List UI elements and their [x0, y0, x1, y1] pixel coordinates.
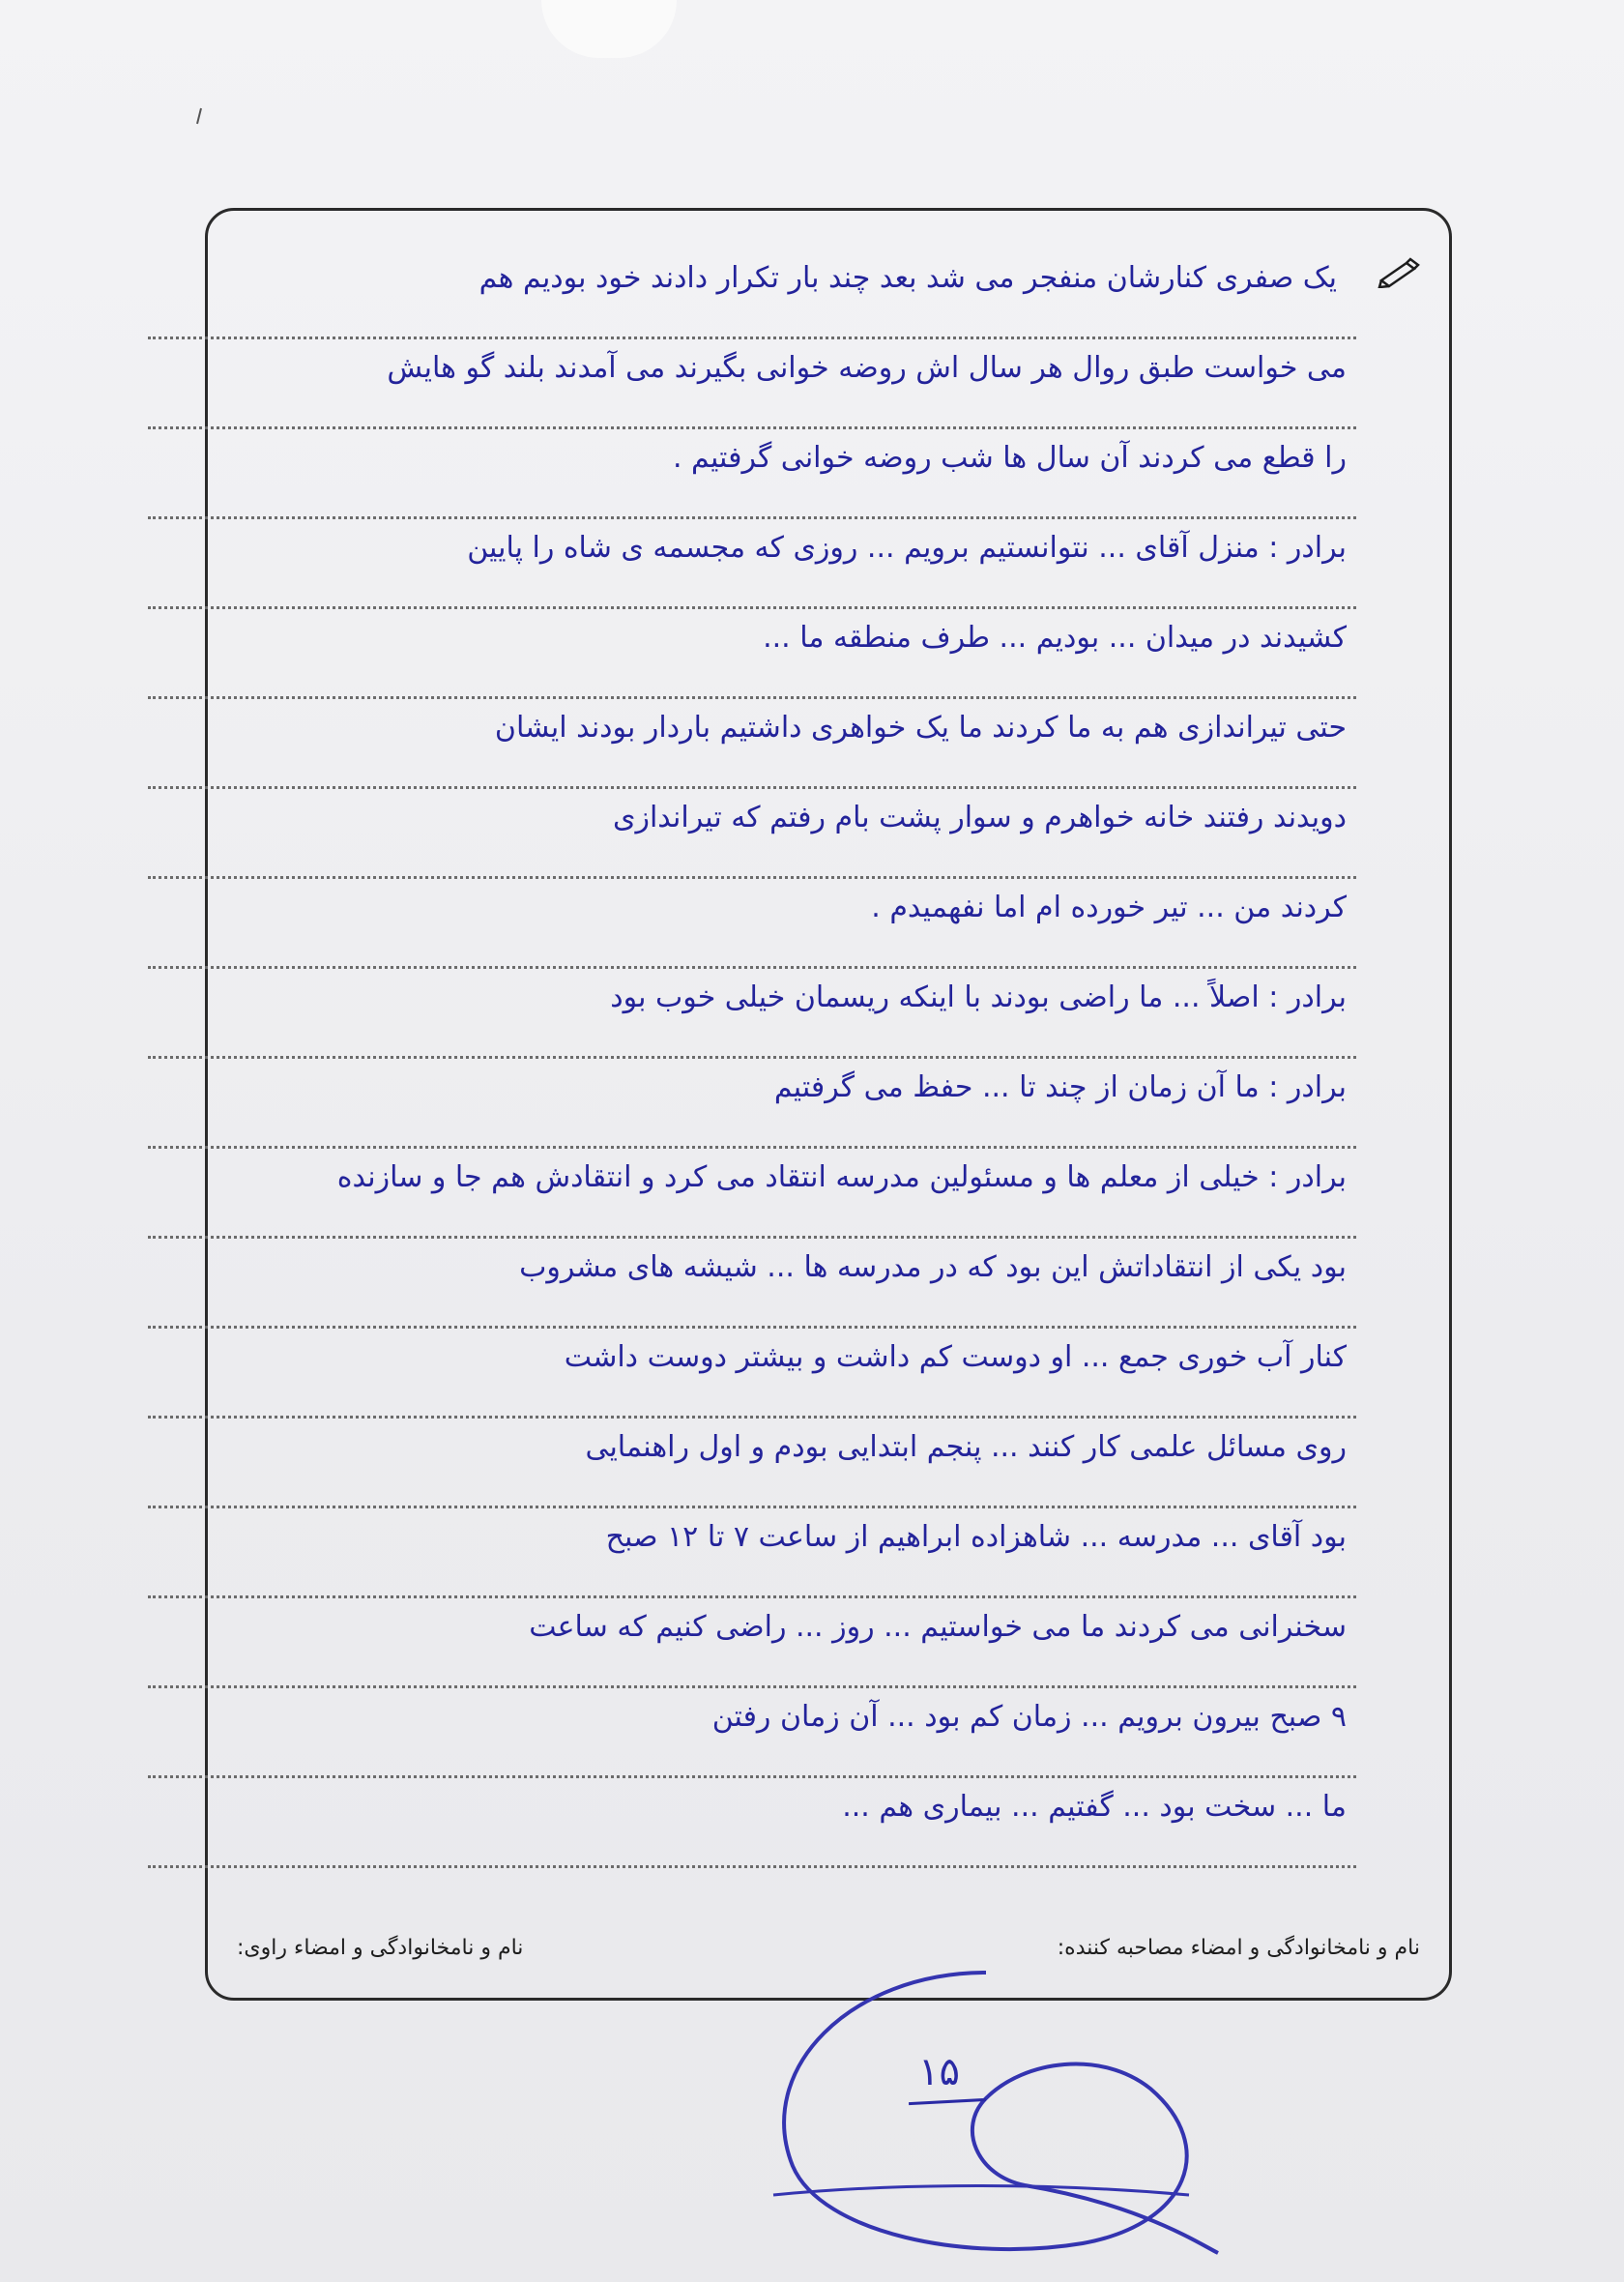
interviewer-signature-label: نام و نامخانوادگی و امضاء مصاحبه کننده: — [1057, 1936, 1420, 1960]
narrator-signature-label: نام و نامخانوادگی و امضاء راوی: — [237, 1936, 524, 1960]
margin-tick-mark — [193, 106, 205, 126]
text-line: ما ... سخت بود ... گفتیم ... بیماری هم ... — [148, 1778, 1356, 1868]
text-line: سخنرانی می کردند ما می خواستیم ... روز ... راضی کنیم که ساعت — [148, 1598, 1356, 1688]
text-line: بود یکی از انتقاداتش این بود که در مدرسه ها ... شیشه های مشروب — [148, 1239, 1356, 1329]
text-line: کردند من ... تیر خورده ام اما نفهمیدم . — [148, 879, 1356, 969]
text-line: ۹ صبح بیرون برویم ... زمان کم بود ... آن زمان رفتن — [148, 1688, 1356, 1778]
text-line: حتی تیراندازی هم به ما کردند ما یک خواهری داشتیم باردار بودند ایشان — [148, 699, 1356, 789]
signature-scribble — [735, 1953, 1237, 2263]
text-line: دویدند رفتند خانه خواهرم و سوار پشت بام رفتم که تیراندازی — [148, 789, 1356, 879]
text-line: برادر : اصلاً ... ما راضی بودند با اینکه ریسمان خیلی خوب بود — [148, 969, 1356, 1059]
text-line: برادر : منزل آقای ... نتوانستیم برویم ... روزی که مجسمه ی شاه را پایین — [148, 519, 1356, 609]
text-line: کشیدند در میدان ... بودیم ... طرف منطقه ما ... — [148, 609, 1356, 699]
text-line: می خواست طبق روال هر سال اش روضه خوانی بگیرند می آمدند بلند گو هایش — [148, 339, 1356, 429]
handwritten-text-block — [148, 249, 1356, 1868]
text-line: را قطع می کردند آن سال ها شب روضه خوانی گرفتیم . — [148, 429, 1356, 519]
paper-scuff — [541, 0, 677, 58]
text-line: بود آقای ... مدرسه ... شاهزاده ابراهیم از ساعت ۷ تا ۱۲ صبح — [148, 1508, 1356, 1598]
text-line: کنار آب خوری جمع ... او دوست کم داشت و بیشتر دوست داشت — [148, 1329, 1356, 1419]
text-line: یک صفری کنارشان منفجر می شد بعد چند بار تکرار دادند خود بودیم هم — [148, 249, 1356, 339]
text-line: برادر : ما آن زمان از چند تا ... حفظ می گرفتیم — [148, 1059, 1356, 1149]
form-frame — [205, 208, 1452, 2001]
pen-icon — [1378, 255, 1420, 288]
page-number: ۱۵ — [918, 2050, 960, 2094]
text-line: روی مسائل علمی کار کنند ... پنجم ابتدایی بودم و اول راهنمایی — [148, 1419, 1356, 1508]
text-line: برادر : خیلی از معلم ها و مسئولین مدرسه انتقاد می کرد و انتقادش هم جا و سازنده — [148, 1149, 1356, 1239]
